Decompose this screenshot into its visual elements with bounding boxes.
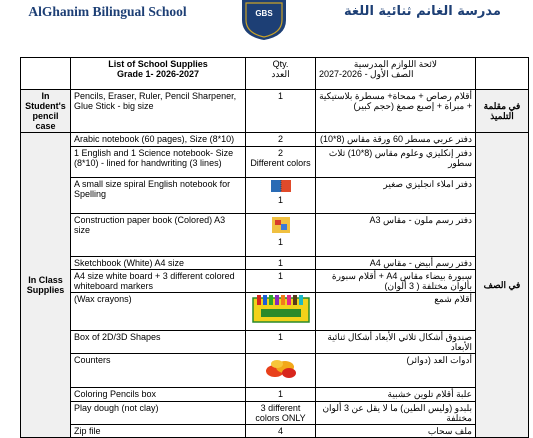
table-row (21, 331, 529, 354)
item-english: A small size spiral English notebook for Spelling (71, 178, 246, 214)
item-english: Sketchbook (White) A4 size (71, 257, 246, 270)
item-qty: 1 (246, 388, 316, 402)
item-english: 1 English and 1 Science notebook- Size (8*10) - lined for handwriting (3 lines) (71, 147, 246, 178)
table-row (21, 90, 529, 133)
table-row (21, 214, 529, 257)
item-arabic: دفتر إنكليزي وعلوم مقاس (8*10) ثلاث سطور (316, 147, 476, 178)
school-name-arabic: مدرسة الغانم ثنائية اللغة (344, 4, 501, 19)
table-row (21, 293, 529, 331)
item-english: Coloring Pencils box (71, 388, 246, 402)
item-arabic: ملف سحاب (316, 425, 476, 438)
item-qty: 1 (246, 214, 316, 257)
item-arabic: دفتر رسم أبيض - مقاس A4 (316, 257, 476, 270)
item-arabic: أقلام شمع (316, 293, 476, 331)
item-arabic: دفتر املاء انجليزي صغير (316, 178, 476, 214)
item-qty: 2 (246, 133, 316, 147)
item-qty: 2 Different colors (246, 147, 316, 178)
item-arabic: بلبدو (وليس الطين) ما لا يقل عن 3 ألوان مختلفة (316, 402, 476, 425)
item-arabic: علبة أقلام تلوين خشبية (316, 388, 476, 402)
item-english: (Wax crayons) (71, 293, 246, 331)
category-class-arabic: في الصف (476, 133, 529, 438)
crayons-box-image (251, 294, 311, 324)
table-row (21, 388, 529, 402)
item-qty: 1 (246, 178, 316, 214)
item-english: Arabic notebook (60 pages), Size (8*10) (71, 133, 246, 147)
table-row (21, 270, 529, 293)
category-class-english: In Class Supplies (21, 133, 71, 438)
item-qty: 1 (246, 270, 316, 293)
item-arabic: دفتر رسم ملون - مقاس A3 (316, 214, 476, 257)
table-row (21, 147, 529, 178)
item-arabic: صندوق أشكال ثلاثي الأبعاد أشكال ثنائية الأبعاد (316, 331, 476, 354)
item-qty (246, 293, 316, 331)
school-name-english: AlGhanim Bilingual School (28, 4, 187, 19)
item-qty (246, 354, 316, 388)
category-pencil-case-arabic: في مقلمة التلميذ (476, 90, 529, 133)
item-qty: 4 (246, 425, 316, 438)
counters-image (263, 355, 299, 381)
logo-text: GBS (255, 9, 273, 18)
item-arabic: أقلام رصاص + ممحاة+ مسطرة بلاستيكية + مبراة + إصبع صمغ (حجم كبير) (316, 90, 476, 133)
item-qty: 3 different colors ONLY (246, 402, 316, 425)
item-english: Play dough (not clay) (71, 402, 246, 425)
item-english: A4 size white board + 3 different colored whiteboard markers (71, 270, 246, 293)
item-english: Zip file (71, 425, 246, 438)
table-row (21, 425, 529, 438)
table-row (21, 354, 529, 388)
table-row (21, 133, 529, 147)
item-english: Box of 2D/3D Shapes (71, 331, 246, 354)
header-title-english: List of School Supplies Grade 1- 2026-2027 (71, 58, 246, 90)
construction-paper-image (270, 215, 292, 235)
spiral-notebook-image (270, 179, 292, 193)
header-qty: Qty. العدد (246, 58, 316, 90)
item-arabic: أدوات العد (دوائر) (316, 354, 476, 388)
supplies-table (20, 57, 529, 438)
category-pencil-case-english: In Student's pencil case (21, 90, 71, 133)
item-qty: 1 (246, 90, 316, 133)
item-arabic: دفتر عربي مسطر 60 ورقة مقاس (8*10) (316, 133, 476, 147)
item-english: Pencils, Eraser, Ruler, Pencil Sharpener, Glue Stick - big size (71, 90, 246, 133)
item-english: Construction paper book (Colored) A3 size (71, 214, 246, 257)
school-logo (234, 0, 294, 40)
table-row (21, 402, 529, 425)
item-qty: 1 (246, 331, 316, 354)
table-header-row (21, 58, 529, 90)
item-qty: 1 (246, 257, 316, 270)
table-row (21, 178, 529, 214)
table-row (21, 257, 529, 270)
item-arabic: سبورة بيضاء مقاس A4 + أقلام سبورة بألوان مختلفة ( 3 ألوان) (316, 270, 476, 293)
header-title-arabic: لائحة اللوازم المدرسية الصف الأول - 2026-2027 (316, 58, 476, 90)
item-english: Counters (71, 354, 246, 388)
